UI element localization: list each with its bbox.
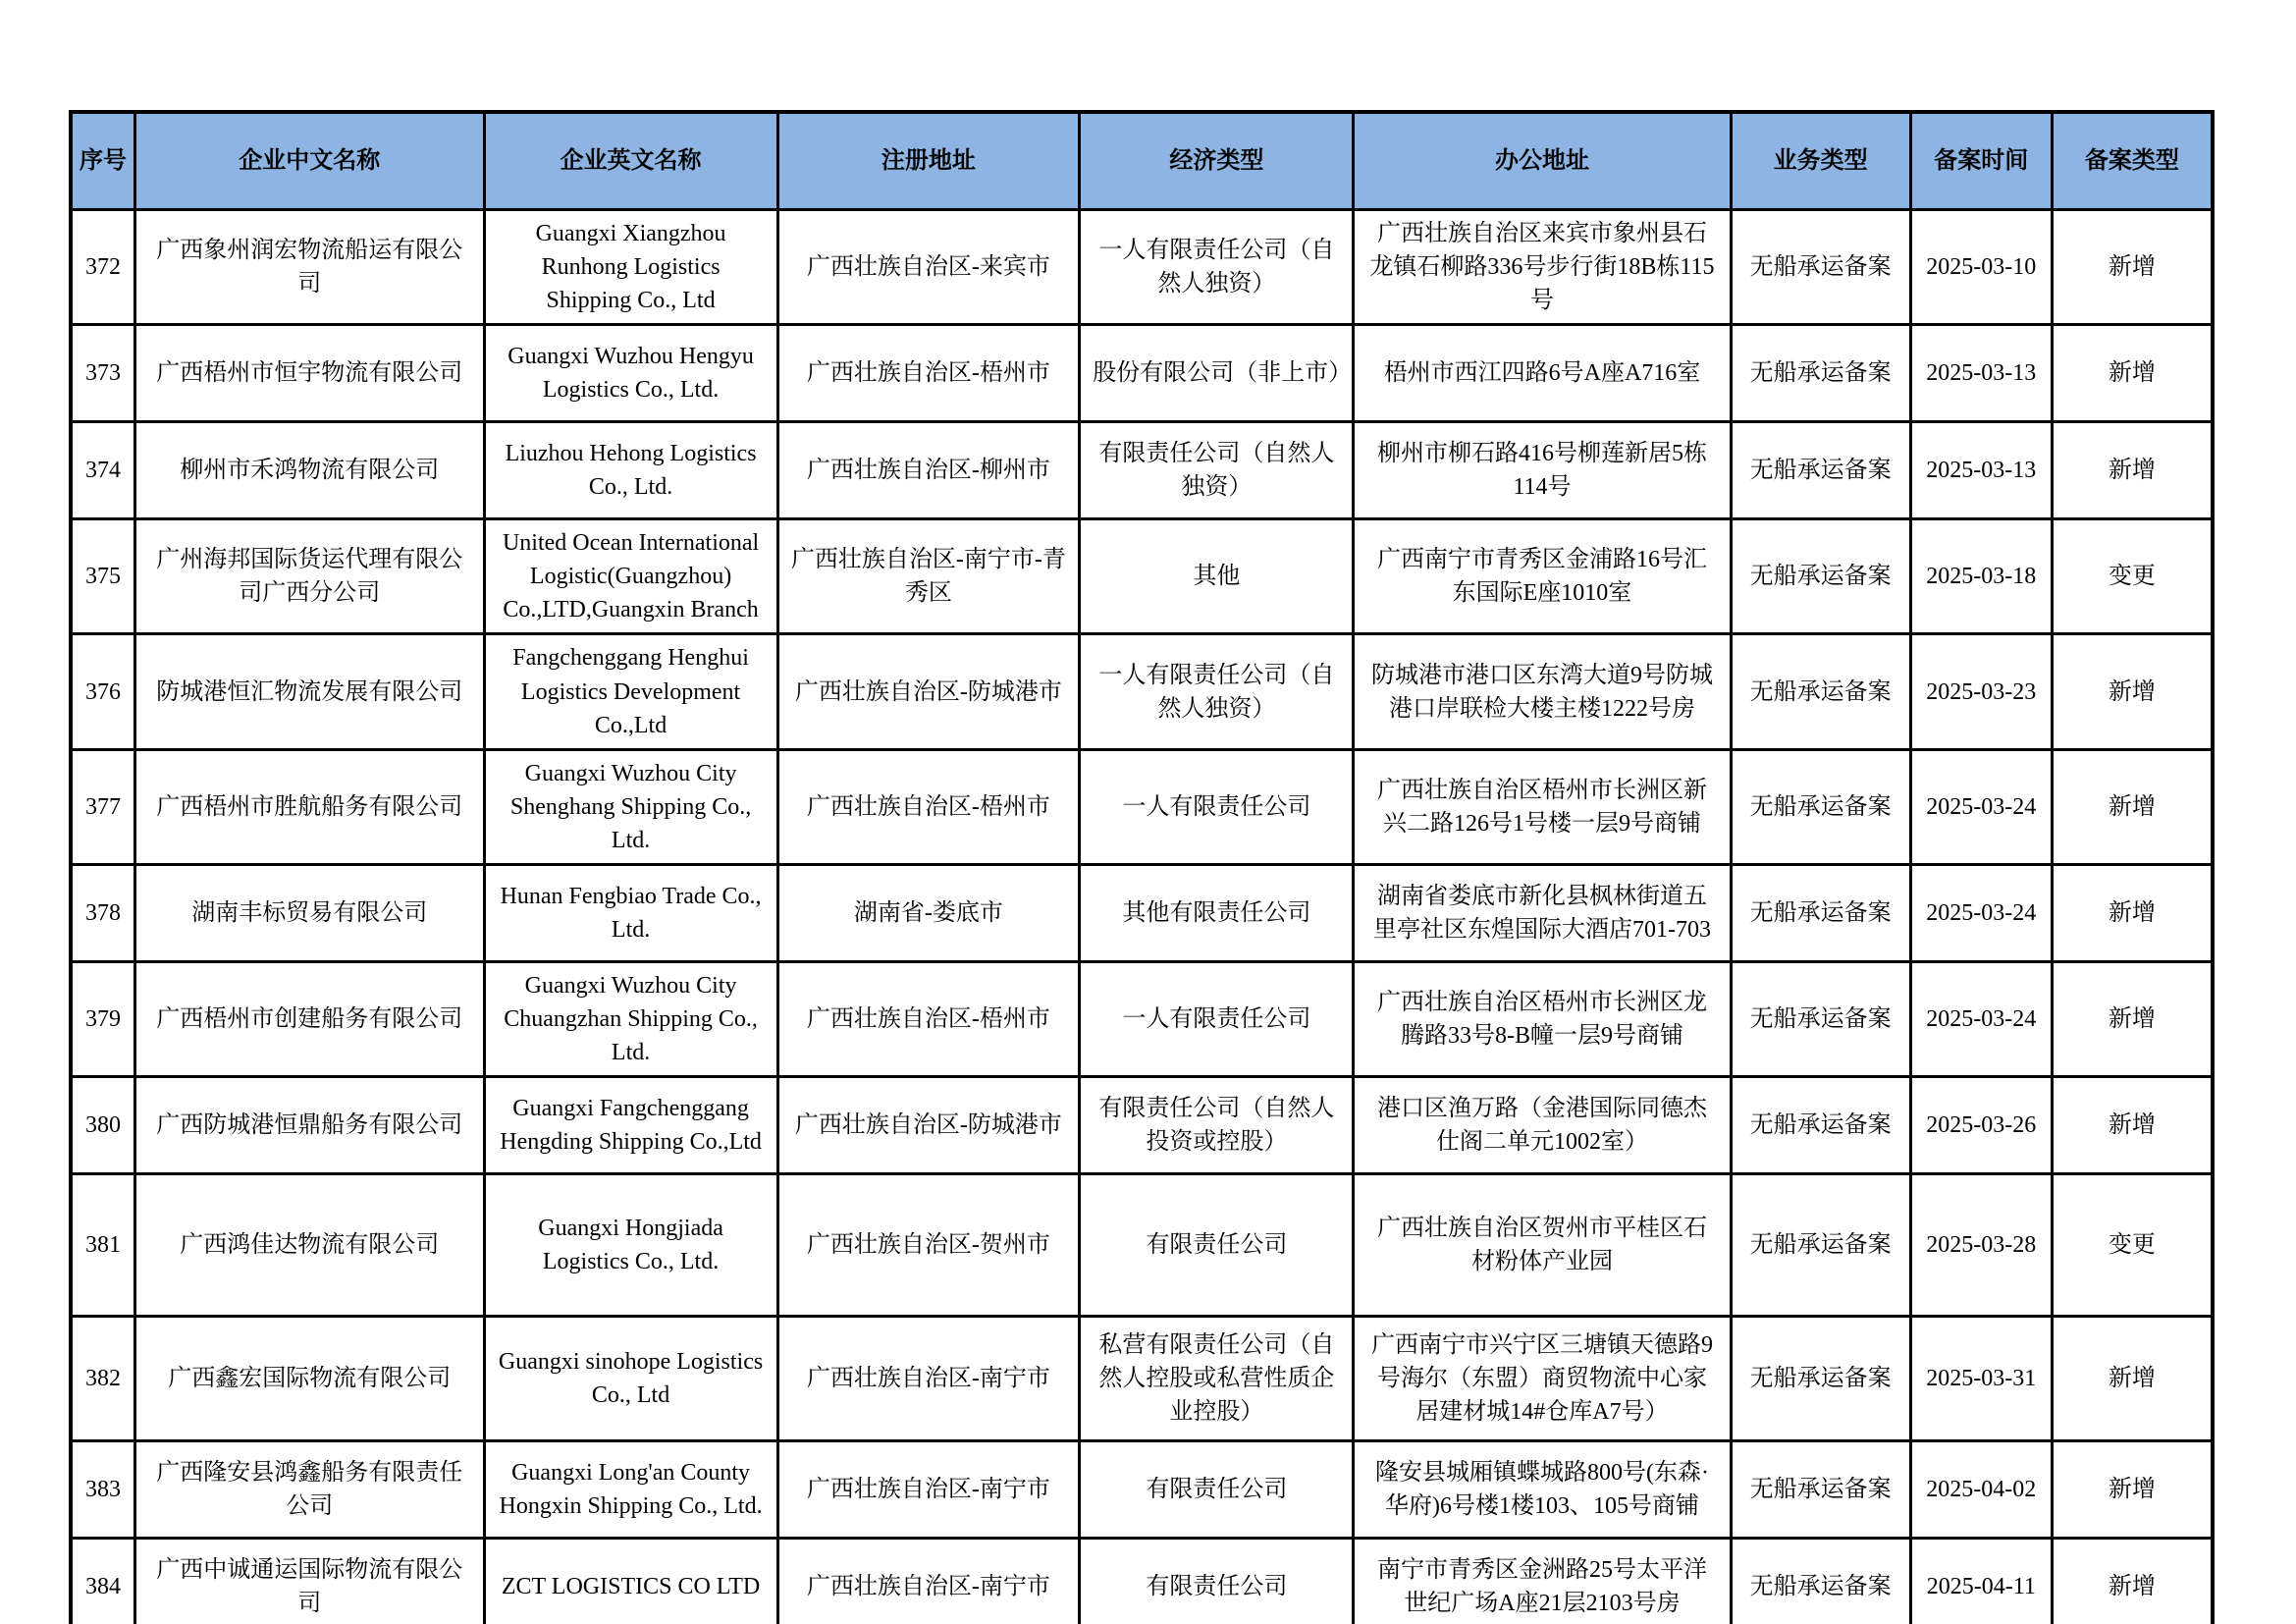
cell-no: 379	[71, 961, 134, 1076]
cell-econ-type: 有限责任公司	[1080, 1539, 1354, 1624]
cell-reg-address: 广西壮族自治区-防城港市	[777, 634, 1080, 749]
cell-record-type: 新增	[2052, 325, 2213, 422]
cell-cn-name: 湖南丰标贸易有限公司	[134, 864, 484, 961]
cell-cn-name: 柳州市禾鸿物流有限公司	[134, 422, 484, 519]
cell-record-type: 新增	[2052, 422, 2213, 519]
cell-office-address: 南宁市青秀区金洲路25号太平洋世纪广场A座21层2103号房	[1354, 1539, 1731, 1624]
cell-en-name: Guangxi sinohope Logistics Co., Ltd	[484, 1317, 777, 1441]
cell-no: 374	[71, 422, 134, 519]
column-header-no: 序号	[71, 112, 134, 210]
cell-cn-name: 广西鑫宏国际物流有限公司	[134, 1317, 484, 1441]
cell-business-type: 无船承运备案	[1731, 325, 1910, 422]
cell-econ-type: 有限责任公司（自然人独资）	[1080, 422, 1354, 519]
table-body	[71, 210, 2213, 1624]
cell-reg-address: 广西壮族自治区-贺州市	[777, 1174, 1080, 1317]
cell-reg-address: 广西壮族自治区-梧州市	[777, 325, 1080, 422]
table-row	[71, 325, 2213, 422]
column-header-business-type: 业务类型	[1731, 112, 1910, 210]
cell-office-address: 广西壮族自治区来宾市象州县石龙镇石柳路336号步行街18B栋115号	[1354, 210, 1731, 325]
table-row	[71, 1077, 2213, 1174]
cell-no: 380	[71, 1077, 134, 1174]
cell-record-date: 2025-03-28	[1910, 1174, 2052, 1317]
header-row	[71, 112, 2213, 210]
cell-record-date: 2025-03-10	[1910, 210, 2052, 325]
cell-record-type: 新增	[2052, 210, 2213, 325]
cell-econ-type: 私营有限责任公司（自然人控股或私营性质企业控股）	[1080, 1317, 1354, 1441]
cell-business-type: 无船承运备案	[1731, 210, 1910, 325]
cell-econ-type: 一人有限责任公司（自然人独资）	[1080, 634, 1354, 749]
cell-cn-name: 广西中诚通运国际物流有限公司	[134, 1539, 484, 1624]
table-row	[71, 1317, 2213, 1441]
cell-business-type: 无船承运备案	[1731, 749, 1910, 864]
cell-business-type: 无船承运备案	[1731, 1077, 1910, 1174]
cell-econ-type: 有限责任公司	[1080, 1174, 1354, 1317]
table-row	[71, 864, 2213, 961]
cell-record-type: 变更	[2052, 519, 2213, 634]
column-header-record-date: 备案时间	[1910, 112, 2052, 210]
cell-business-type: 无船承运备案	[1731, 961, 1910, 1076]
cell-cn-name: 防城港恒汇物流发展有限公司	[134, 634, 484, 749]
cell-cn-name: 广西梧州市胜航船务有限公司	[134, 749, 484, 864]
cell-record-type: 新增	[2052, 1077, 2213, 1174]
cell-office-address: 广西壮族自治区贺州市平桂区石材粉体产业园	[1354, 1174, 1731, 1317]
cell-econ-type: 一人有限责任公司	[1080, 961, 1354, 1076]
cell-en-name: United Ocean International Logistic(Guangzhou) Co.,LTD,Guangxin Branch	[484, 519, 777, 634]
cell-econ-type: 一人有限责任公司	[1080, 749, 1354, 864]
cell-en-name: ZCT LOGISTICS CO LTD	[484, 1539, 777, 1624]
cell-record-type: 新增	[2052, 961, 2213, 1076]
cell-office-address: 隆安县城厢镇蝶城路800号(东森·华府)6号楼1楼103、105号商铺	[1354, 1441, 1731, 1539]
cell-business-type: 无船承运备案	[1731, 1539, 1910, 1624]
table-row	[71, 210, 2213, 325]
cell-en-name: Guangxi Hongjiada Logistics Co., Ltd.	[484, 1174, 777, 1317]
cell-office-address: 广西壮族自治区梧州市长洲区新兴二路126号1号楼一层9号商铺	[1354, 749, 1731, 864]
cell-business-type: 无船承运备案	[1731, 634, 1910, 749]
column-header-office-address: 办公地址	[1354, 112, 1731, 210]
cell-office-address: 梧州市西江四路6号A座A716室	[1354, 325, 1731, 422]
cell-econ-type: 一人有限责任公司（自然人独资）	[1080, 210, 1354, 325]
cell-record-date: 2025-04-11	[1910, 1539, 2052, 1624]
cell-econ-type: 其他	[1080, 519, 1354, 634]
cell-record-type: 新增	[2052, 634, 2213, 749]
cell-en-name: Liuzhou Hehong Logistics Co., Ltd.	[484, 422, 777, 519]
cell-record-date: 2025-03-26	[1910, 1077, 2052, 1174]
table-row	[71, 749, 2213, 864]
column-header-econ-type: 经济类型	[1080, 112, 1354, 210]
cell-business-type: 无船承运备案	[1731, 1441, 1910, 1539]
column-header-cn-name: 企业中文名称	[134, 112, 484, 210]
table-row	[71, 1441, 2213, 1539]
cell-reg-address: 广西壮族自治区-来宾市	[777, 210, 1080, 325]
cell-no: 381	[71, 1174, 134, 1317]
cell-record-date: 2025-03-24	[1910, 749, 2052, 864]
table-row	[71, 1174, 2213, 1317]
cell-reg-address: 湖南省-娄底市	[777, 864, 1080, 961]
cell-no: 372	[71, 210, 134, 325]
cell-no: 378	[71, 864, 134, 961]
cell-econ-type: 其他有限责任公司	[1080, 864, 1354, 961]
table-row	[71, 1539, 2213, 1624]
cell-business-type: 无船承运备案	[1731, 1174, 1910, 1317]
table-row	[71, 519, 2213, 634]
cell-record-type: 新增	[2052, 749, 2213, 864]
cell-record-type: 新增	[2052, 1317, 2213, 1441]
cell-reg-address: 广西壮族自治区-南宁市	[777, 1539, 1080, 1624]
cell-cn-name: 广西梧州市恒宇物流有限公司	[134, 325, 484, 422]
company-filing-table	[69, 110, 2215, 1624]
column-header-record-type: 备案类型	[2052, 112, 2213, 210]
cell-reg-address: 广西壮族自治区-南宁市	[777, 1317, 1080, 1441]
cell-en-name: Guangxi Fangchenggang Hengding Shipping Co.,Ltd	[484, 1077, 777, 1174]
cell-en-name: Guangxi Long'an County Hongxin Shipping Co., Ltd.	[484, 1441, 777, 1539]
cell-en-name: Guangxi Xiangzhou Runhong Logistics Shipping Co., Ltd	[484, 210, 777, 325]
cell-record-date: 2025-03-31	[1910, 1317, 2052, 1441]
cell-office-address: 湖南省娄底市新化县枫林街道五里亭社区东煌国际大酒店701-703	[1354, 864, 1731, 961]
cell-office-address: 广西南宁市兴宁区三塘镇天德路9号海尔（东盟）商贸物流中心家居建材城14#仓库A7号）	[1354, 1317, 1731, 1441]
cell-econ-type: 有限责任公司（自然人投资或控股）	[1080, 1077, 1354, 1174]
cell-record-date: 2025-03-13	[1910, 422, 2052, 519]
cell-cn-name: 广西象州润宏物流船运有限公司	[134, 210, 484, 325]
cell-office-address: 柳州市柳石路416号柳莲新居5栋114号	[1354, 422, 1731, 519]
cell-en-name: Guangxi Wuzhou City Shenghang Shipping Co., Ltd.	[484, 749, 777, 864]
cell-econ-type: 有限责任公司	[1080, 1441, 1354, 1539]
cell-no: 376	[71, 634, 134, 749]
cell-business-type: 无船承运备案	[1731, 422, 1910, 519]
cell-record-type: 新增	[2052, 1441, 2213, 1539]
cell-en-name: Hunan Fengbiao Trade Co., Ltd.	[484, 864, 777, 961]
cell-business-type: 无船承运备案	[1731, 519, 1910, 634]
cell-record-date: 2025-03-24	[1910, 961, 2052, 1076]
cell-no: 382	[71, 1317, 134, 1441]
cell-office-address: 防城港市港口区东湾大道9号防城港口岸联检大楼主楼1222号房	[1354, 634, 1731, 749]
column-header-reg-address: 注册地址	[777, 112, 1080, 210]
cell-no: 375	[71, 519, 134, 634]
cell-record-date: 2025-03-13	[1910, 325, 2052, 422]
cell-reg-address: 广西壮族自治区-防城港市	[777, 1077, 1080, 1174]
cell-office-address: 广西壮族自治区梧州市长洲区龙腾路33号8-B幢一层9号商铺	[1354, 961, 1731, 1076]
table-row	[71, 422, 2213, 519]
table-row	[71, 634, 2213, 749]
cell-record-date: 2025-03-18	[1910, 519, 2052, 634]
cell-no: 384	[71, 1539, 134, 1624]
cell-record-type: 变更	[2052, 1174, 2213, 1317]
cell-record-date: 2025-03-23	[1910, 634, 2052, 749]
cell-cn-name: 广西梧州市创建船务有限公司	[134, 961, 484, 1076]
table-row	[71, 961, 2213, 1076]
cell-en-name: Fangchenggang Henghui Logistics Development Co.,Ltd	[484, 634, 777, 749]
cell-business-type: 无船承运备案	[1731, 864, 1910, 961]
cell-cn-name: 广西防城港恒鼎船务有限公司	[134, 1077, 484, 1174]
cell-econ-type: 股份有限公司（非上市）	[1080, 325, 1354, 422]
cell-reg-address: 广西壮族自治区-梧州市	[777, 961, 1080, 1076]
cell-office-address: 港口区渔万路（金港国际同德杰仕阁二单元1002室）	[1354, 1077, 1731, 1174]
cell-office-address: 广西南宁市青秀区金浦路16号汇东国际E座1010室	[1354, 519, 1731, 634]
cell-record-date: 2025-03-24	[1910, 864, 2052, 961]
cell-cn-name: 广西鸿佳达物流有限公司	[134, 1174, 484, 1317]
cell-no: 383	[71, 1441, 134, 1539]
cell-business-type: 无船承运备案	[1731, 1317, 1910, 1441]
cell-reg-address: 广西壮族自治区-南宁市-青秀区	[777, 519, 1080, 634]
cell-cn-name: 广西隆安县鸿鑫船务有限责任公司	[134, 1441, 484, 1539]
cell-reg-address: 广西壮族自治区-梧州市	[777, 749, 1080, 864]
cell-en-name: Guangxi Wuzhou Hengyu Logistics Co., Ltd.	[484, 325, 777, 422]
cell-no: 377	[71, 749, 134, 864]
cell-en-name: Guangxi Wuzhou City Chuangzhan Shipping Co., Ltd.	[484, 961, 777, 1076]
table-header	[71, 112, 2213, 210]
cell-reg-address: 广西壮族自治区-南宁市	[777, 1441, 1080, 1539]
column-header-en-name: 企业英文名称	[484, 112, 777, 210]
cell-record-type: 新增	[2052, 864, 2213, 961]
cell-cn-name: 广州海邦国际货运代理有限公司广西分公司	[134, 519, 484, 634]
cell-no: 373	[71, 325, 134, 422]
cell-record-type: 新增	[2052, 1539, 2213, 1624]
cell-record-date: 2025-04-02	[1910, 1441, 2052, 1539]
cell-reg-address: 广西壮族自治区-柳州市	[777, 422, 1080, 519]
